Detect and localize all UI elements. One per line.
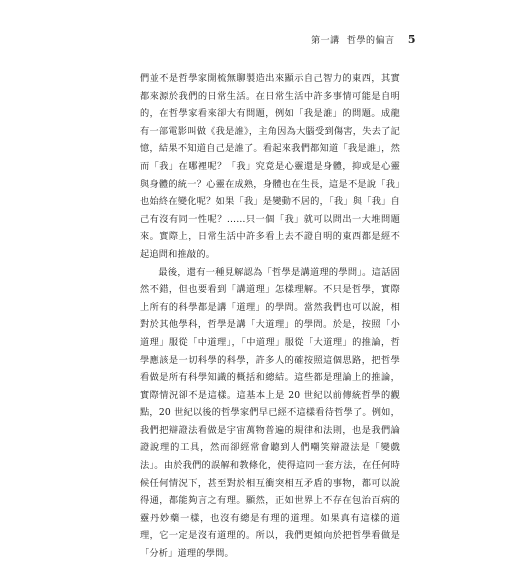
paragraph-2: 最後，還有一種見解認為「哲學是講道理的學問」。這話固然不錯，但也要看到「講道理」怎樣理解。不只是哲學，實際上所有的科學都是講「道理」的學問。當然我們也可以說，相對於其他學科，哲學是講「大道理」的學問。於是，按照「小道理」服從「中道理」，「中道理」服從「大道理」的推論，哲學應該是一切科學的科學，許多人的確按照這個思路，把哲學看做是所有科學知識的概括和總結。這些都是理論上的推論，實際情況卻不是這樣。這基本上是 20 世紀以前傳統哲學的觀點，20 世紀以後的哲學家們早已經不這樣看待哲學了。例如，我們把辯證法看做是宇宙萬物普遍的規律和法則，也是我們論證說理的工具，然而卻經常會聽到人們嘲笑辯證法是「變戲法」。由於我們的誤解和教條化，使得這同一套方法，在任何時候任何情況下，甚至對於相互衝突相互矛盾的事物，都可以說得通，都能夠言之有理。顯然，正如世界上不存在包治百病的靈丹妙藥一樣，也沒有總是有理的道理。如果真有這樣的道理，它一定是沒有道理的。所以，我們更傾向於把哲學看做是「分析」道理的學問。 (140, 266, 400, 560)
running-header (311, 33, 416, 46)
paragraph-1: 們並不是哲學家開梳無聊製造出來顯示自己智力的東西，其實都來源於我們的日常生活。在日常生活中許多事情可能是自明的，在哲學家看來卻大有問題，例如「我是誰」的問題。成龍有一部電影叫做《我是誰》，主角因為大腦受到傷害，失去了記憶，結果不知道自己是誰了。看起來我們都知道「我是誰」，然而「我」在哪裡呢？「我」究竟是心靈還是身體，抑或是心靈與身體的統一？心靈在成熟，身體也在生長，這是不是說「我」也始終在變化呢？如果「我」是變動不居的，「我」與「我」自己有沒有同一性呢？……只一個「我」就可以問出一大堆問題來。實際上，日常生活中許多看上去不證自明的東西都是經不起追問和推敲的。 (140, 73, 400, 260)
page-number: 5 (407, 33, 416, 46)
chapter-label: 第一講 (311, 36, 340, 46)
chapter-title: 哲學的偏言 (346, 36, 395, 46)
body-text (140, 70, 400, 563)
